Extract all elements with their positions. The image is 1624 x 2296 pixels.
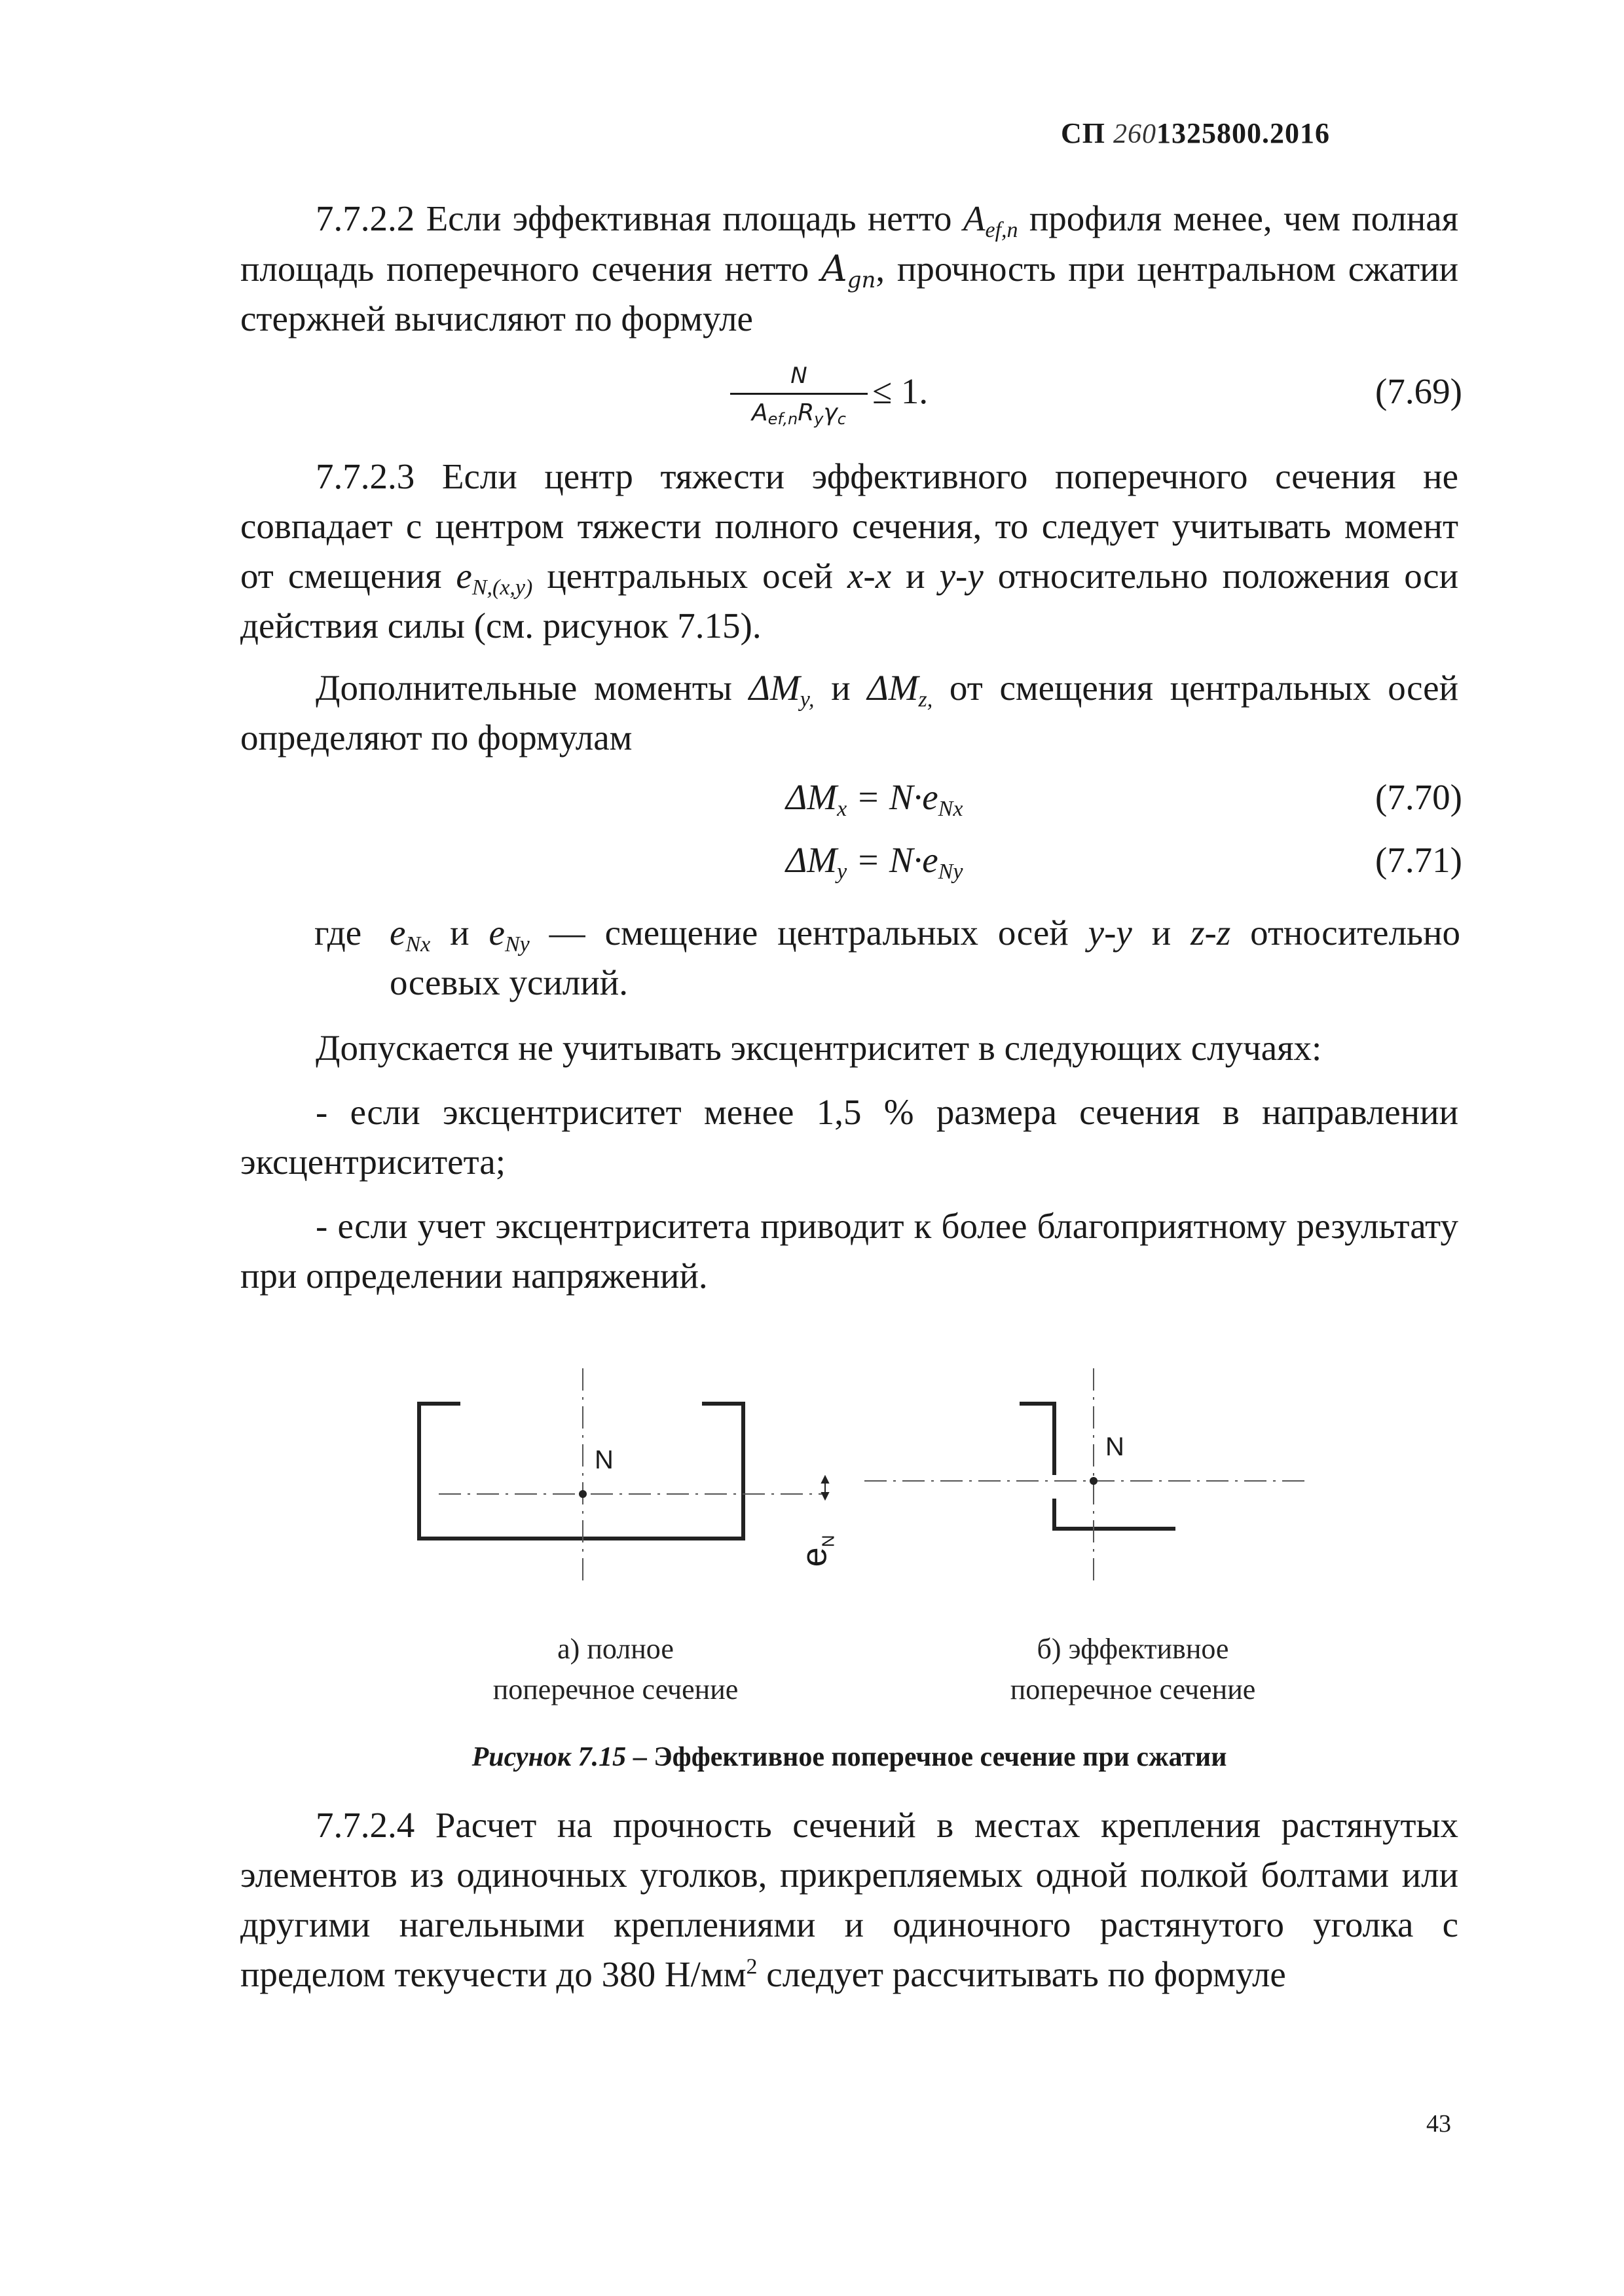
document-page: СП 2601325800.2016 7.7.2.2 Если эффективная площадь нетто $A_{ef,n}$ профиля менее, чем полная площадь поперечного сечения нетто $A_{gn}$, прочность при центральном сжатии стержней вычисляют по формуле N $A_{ef,n}R_y\gamma_c$ ≤ 1. (7.69) 7.7.2.3 Если центр тяжести эффективного поперечного сечения не совпадает с центром тяжести полного сечения, то следует учитывать момент от смещения $e_{N,(x,y)}$ центральных осей x-x и y-y относительно положения оси действия силы (см. рисунок 7.15). Дополнительные моменты $\Delta M_{y,}$ и $\Delta M_{z,}$ от смещения центральных осей определяют по формулам $\Delta M_x = N\cdot e_{Nx}$ (7.70) $\Delta M_y = N\cdot e_{Ny}$ (7.71) где $e_{Nx}$ и $e_{Ny}$ — смещение центральных осей y-y и z-z относительно осевых усилий. Допускается не учитывать эксцентриситет в следующих случаях: - если эксцентриситет менее 1,5 % размера сечения в направлении эксцентриситета; - если учет эксцентриситета приводит к более благоприятному результату при определении напряжений. N N $e_N$ а) полное поперечное сечение б) эффективное поперечное сечение Рисунок 7.15 – Эффективное поперечное сечение при сжатии 7.7.2.4 Расчет на прочность сечений в местах крепления растянутых элементов из одиночных уголков, прикрепляемых одной полкой болтами или другими нагельными креплениями и одиночного растянутого уголка с пределом текучести до 380 $Н/мм^2$ следует рассчитывать по формуле 43: [0, 0, 1624, 2296]
force-point-right: [1090, 1477, 1098, 1485]
figure-title: Рисунок 7.15 – Эффективное поперечное сечение при сжатии: [471, 1742, 1227, 1772]
effective-section-top-left: [1022, 1404, 1054, 1473]
paragraph-7722: 7.7.2.2 Если эффективная площадь нетто $A_{ef,n}$ профиля менее, чем полная площадь поперечного сечения нетто $A_{gn}$, прочность при центральном сжатии стержней вычисляют по формуле: [240, 198, 1459, 338]
formula-7-69: [730, 361, 868, 433]
force-point-left: [579, 1490, 587, 1498]
figure-7-15: [367, 1368, 1349, 1604]
fraction-bar: [730, 393, 868, 395]
page-number: 43: [1426, 2110, 1451, 2138]
paragraph-7724: 7.7.2.4 Расчет на прочность сечений в местах крепления растянутых элементов из одиночных уголков, прикрепляемых одной полкой болтами или другими нагельными креплениями и одиночного растянутого уголка с пределом текучести до 380 $Н/мм^2$ следует рассчитывать по формуле: [240, 1805, 1458, 1994]
caption-effective-section: б) эффективное поперечное сечение: [1010, 1633, 1256, 1705]
formula-rhs: ≤ 1.: [872, 371, 929, 411]
formula-7-71: $\Delta M_y = N\cdot e_{Ny}$: [786, 840, 963, 884]
equation-number-7-69: (7.69): [1375, 371, 1462, 411]
formula-denominator: $A_{ef,n}R_y\gamma_c$: [751, 399, 846, 428]
force-label-left: N: [595, 1446, 614, 1474]
header-handwritten-number: 260: [1113, 119, 1156, 149]
paragraph-additional-moments: Дополнительные моменты $\Delta M_{y,}$ и $\Delta M_{z,}$ от смещения центральных осей определяют по формулам: [240, 668, 1459, 757]
symbol-eN-xy: $e_{N,(x,y)}$: [456, 556, 533, 600]
paragraph-7723: 7.7.2.3 Если центр тяжести эффективного поперечного сечения не совпадает с центром тяжести полного сечения, то следует учитывать момент от смещения $e_{N,(x,y)}$ центральных осей x-x и y-y относительно положения оси действия силы (см. рисунок 7.15).: [240, 456, 1458, 646]
effective-section-bottom-left: [1054, 1501, 1173, 1529]
eccentricity-label: $e_N$: [794, 1535, 838, 1567]
equation-number-7-71: (7.71): [1375, 840, 1462, 880]
paragraph-allowed-cases: Допускается не учитывать эксцентриситет в следующих случаях: - если эксцентриситет менее 1,5 % размера сечения в направлении эксцентриситета; - если учет эксцентриситета приводит к более благоприятному результату при определении напряжений.: [240, 1028, 1458, 1296]
symbol-agn: $A_{gn}$: [821, 247, 876, 293]
cross-section-diagram: [367, 1368, 1349, 1604]
equation-number-7-70: (7.70): [1375, 777, 1462, 817]
header-code: 1325800.2016: [1156, 117, 1330, 149]
force-label-right: N: [1105, 1432, 1124, 1461]
symbol-aef: $A_{ef,n}$: [963, 198, 1018, 242]
caption-full-section: а) полное поперечное сечение: [492, 1633, 739, 1705]
formula-numerator: N: [790, 363, 807, 389]
full-section-outline: [419, 1404, 743, 1539]
document-header: [1061, 117, 1454, 150]
header-prefix: СП: [1061, 117, 1105, 149]
formula-7-70: $\Delta M_x = N\cdot e_{Nx}$: [786, 777, 963, 821]
